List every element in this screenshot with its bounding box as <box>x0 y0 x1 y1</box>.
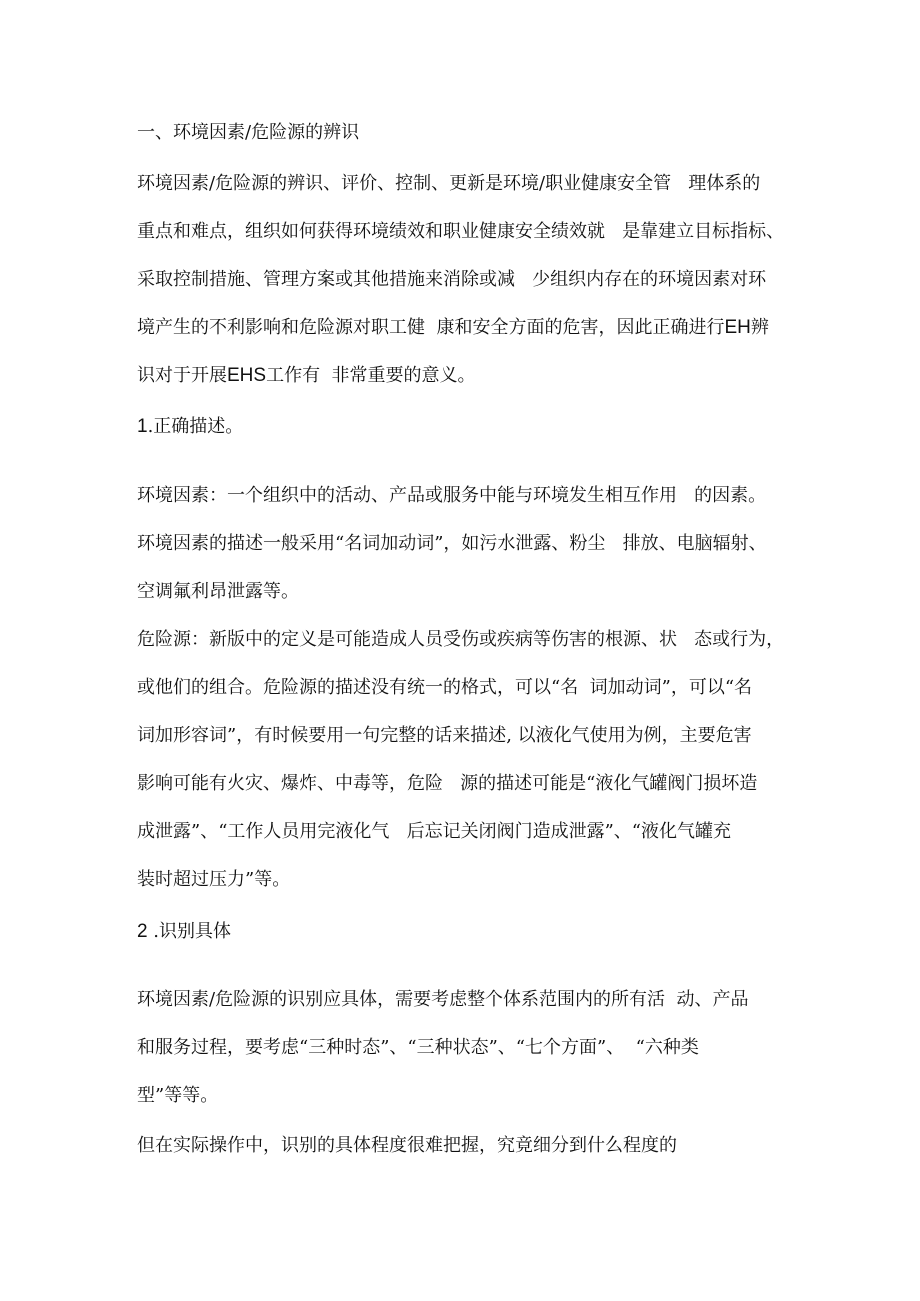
hazard-line-5: 成泄露”、“工作人员用完液化气 后忘记关闭阀门造成泄露”、“液化气罐充 <box>137 821 731 842</box>
intro-line-4-tail: 辨 <box>750 317 769 338</box>
section-2-number: 2 <box>137 921 148 942</box>
section-2-last-line: 但在实际操作中，识别的具体程度很难把握，究竟细分到什么程度的 <box>137 1135 677 1156</box>
intro-line-5-code: EHS <box>227 365 267 386</box>
hazard-line-1: 危险源：新版中的定义是可能造成人员受伤或疾病等伤害的根源、状 态或行为， <box>137 629 785 650</box>
intro-line-3: 采取控制措施、管理方案或其他措施来消除或减 少组织内存在的环境因素对环 <box>137 269 767 290</box>
intro-line-4-code: EH <box>724 317 751 338</box>
intro-line-1: 环境因素/危险源的辨识、评价、控制、更新是环境/职业健康安全管 理体系的 <box>137 173 761 194</box>
intro-line-2: 重点和难点，组织如何获得环境绩效和职业健康安全绩效就 是靠建立目标指标、 <box>137 221 785 242</box>
section-2-line-3: 型”等等。 <box>137 1085 219 1106</box>
intro-line-5-tail: 工作有 非常重要的意义。 <box>266 365 476 386</box>
intro-line-4-text: 境产生的不利影响和危险源对职工健 康和安全方面的危害，因此正确进行 <box>137 317 725 338</box>
hazard-line-2: 或他们的组合。危险源的描述没有统一的格式，可以“名 词加动词”，可以“名 <box>137 677 753 698</box>
section-2-line-2: 和服务过程，要考虑“三种时态”、“三种状态”、“七个方面”、 “六种类 <box>137 1037 699 1058</box>
section-2-heading <box>137 921 231 943</box>
hazard-line-6: 装时超过压力”等。 <box>137 869 291 890</box>
section-1-number: 1 <box>137 416 148 437</box>
env-def-line-1: 环境因素：一个组织中的活动、产品或服务中能与环境发生相互作用 的因素。 <box>137 485 767 506</box>
section-2-title: .识别具体 <box>147 921 232 942</box>
section-1-title: .正确描述。 <box>147 416 244 437</box>
section-2-line-1: 环境因素/危险源的识别应具体，需要考虑整个体系范围内的所有活 动、产品 <box>137 989 749 1010</box>
section-1-heading <box>137 416 243 438</box>
env-def-line-2: 环境因素的描述一般采用“名词加动词”，如污水泄露、粉尘 排放、电脑辐射、 <box>137 533 767 554</box>
intro-line-5 <box>137 365 476 387</box>
hazard-line-3: 词加形容词”，有时候要用一句完整的话来描述, 以液化气使用为例，主要危害 <box>137 725 752 746</box>
env-def-line-3: 空调氟利昂泄露等。 <box>137 581 299 602</box>
intro-line-5-head: 识对于开展 <box>137 365 227 386</box>
hazard-line-4: 影响可能有火灾、爆炸、中毒等，危险 源的描述可能是“液化气罐阀门损坏造 <box>137 773 758 794</box>
section-heading-main: 一、环境因素/危险源的辨识 <box>137 122 360 143</box>
intro-line-4 <box>137 317 769 339</box>
